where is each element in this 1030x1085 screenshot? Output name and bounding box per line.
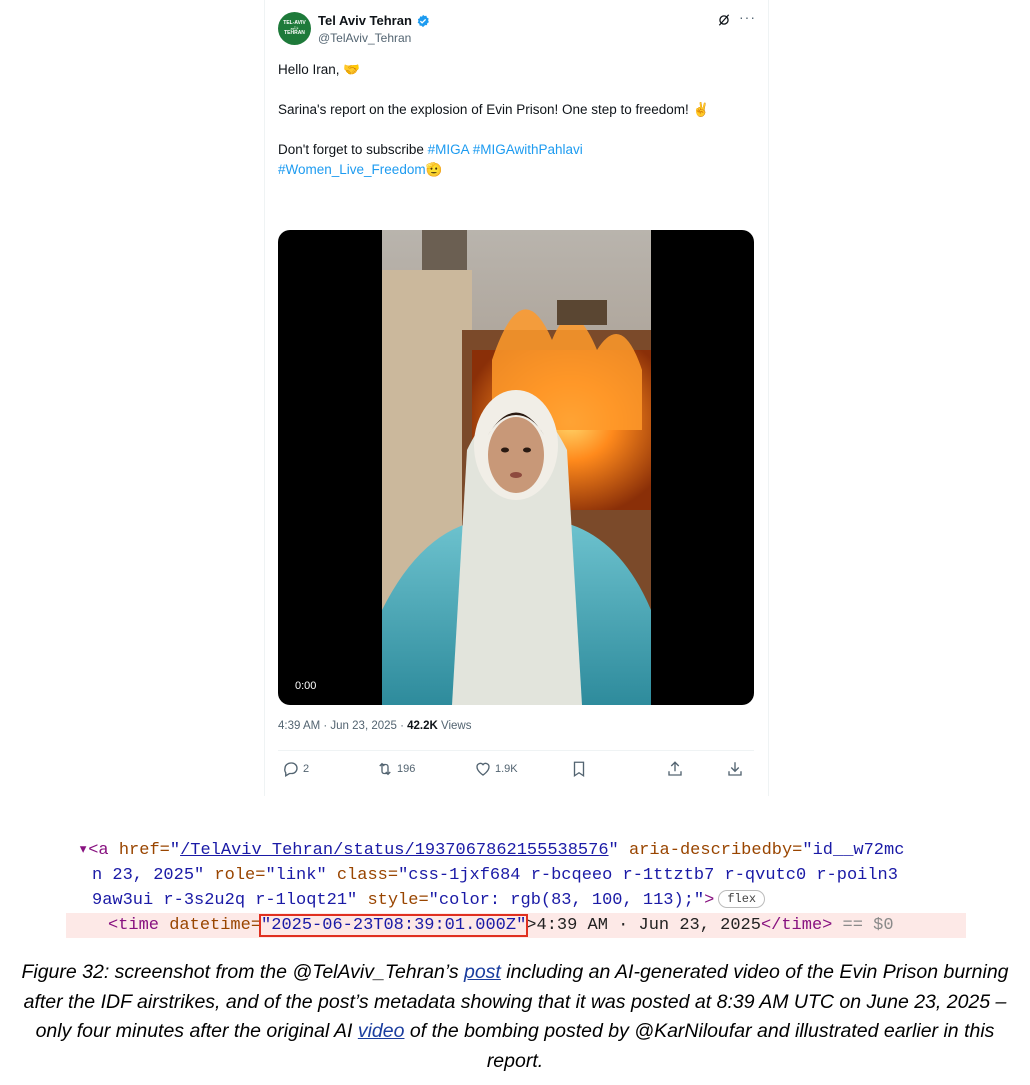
like-count: 1.9K: [495, 763, 518, 775]
href-quote-open: ": [169, 841, 181, 860]
share-button[interactable]: [666, 760, 684, 778]
tweet-text: [278, 60, 748, 180]
video-thumbnail: [382, 230, 651, 705]
console-ref: == $0: [832, 916, 894, 935]
hashtag-miga[interactable]: #MIGA: [427, 142, 469, 157]
caption-post-link[interactable]: post: [463, 961, 501, 983]
display-name[interactable]: Tel Aviv Tehran: [318, 13, 412, 28]
post-meta: [278, 720, 472, 732]
code-line-4[interactable]: [108, 913, 894, 938]
time-text: >4:39 AM · Jun 23, 2025: [526, 916, 761, 935]
avatar-text-1: TEL-AVIV: [283, 20, 306, 26]
time-tag-open: <time: [108, 916, 160, 935]
views-label: Views: [437, 720, 472, 732]
caption-part-3: of the bombing posted by @KarNiloufar and illustrated earlier in this report.: [404, 1020, 995, 1072]
repost-count: 196: [397, 763, 416, 775]
video-time: 0:00: [295, 680, 317, 692]
devtools-snippet: [66, 838, 966, 938]
post-time[interactable]: 4:39 AM · Jun 23, 2025 ·: [278, 720, 408, 732]
href-quote-close: ": [608, 841, 619, 860]
bookmark-icon: [570, 760, 588, 778]
tweet-line-greeting: Hello Iran, 🤝: [278, 62, 361, 77]
heart-icon: [474, 760, 492, 778]
reply-button[interactable]: [282, 760, 309, 778]
share-icon: [666, 760, 684, 778]
class-value-cont: 9aw3ui r-3s2u2q r-1loqt21": [92, 891, 358, 910]
caption-part-2: including an AI-generated video of the Evin Prison burning after the IDF airstrikes, and of the post’s metadata showing that it was posted at 8:39 AM UTC on June 23, 2025 – only four minutes after the original AI: [23, 961, 1009, 1042]
video-player[interactable]: [278, 230, 754, 705]
role-value: "link": [265, 866, 327, 885]
code-line-1[interactable]: [78, 838, 904, 863]
code-line-3: [92, 888, 765, 913]
avatar-text-2: تل‌آویو: [290, 26, 299, 30]
tweet-line-report: Sarina's report on the explosion of Evin Prison! One step to freedom! ✌️: [278, 102, 710, 117]
href-attr: href=: [108, 841, 170, 860]
verified-badge-icon: [416, 14, 430, 28]
anchor-tag-end: >: [704, 891, 715, 910]
tweet-line-hashtag: [278, 160, 748, 180]
hashtag-miga-with-pahlavi[interactable]: #MIGAwithPahlavi: [472, 142, 583, 157]
hashtag-women-life-freedom[interactable]: #Women_Live_Freedom: [278, 162, 426, 177]
like-button[interactable]: [474, 760, 518, 778]
salute-emoji: 🫡: [425, 162, 443, 177]
download-button[interactable]: [726, 760, 744, 778]
more-options-icon[interactable]: ···: [739, 9, 756, 25]
style-value: "color: rgb(83, 100, 113);": [428, 891, 705, 910]
style-attr: style=: [357, 891, 429, 910]
anchor-tag-open: ▾<a: [78, 841, 109, 860]
reply-icon: [282, 760, 300, 778]
views-count: 42.2K: [407, 720, 438, 732]
class-attr: class=: [326, 866, 399, 885]
download-icon: [726, 760, 744, 778]
divider: [278, 750, 754, 751]
class-value: "css-1jxf684 r-bcqeeo r-1ttztb7 r-qvutc0 r-poiln3: [398, 866, 898, 885]
caption-part-1: Figure 32: screenshot from the @TelAviv_Tehran’s: [21, 961, 464, 983]
handle[interactable]: @TelAviv_Tehran: [318, 31, 412, 45]
bookmark-button[interactable]: [570, 760, 588, 778]
subscribe-text: Don't forget to subscribe: [278, 142, 428, 157]
role-attr: role=: [204, 866, 266, 885]
avatar[interactable]: [278, 12, 311, 45]
reply-count: 2: [303, 763, 310, 775]
datetime-value: "2025-06-23T08:39:01.000Z": [261, 916, 527, 935]
figure-caption: [20, 958, 1010, 1076]
tweet-line-subscribe: [278, 140, 748, 160]
code-line-2: [92, 863, 898, 888]
author-row: [318, 13, 430, 28]
repost-icon: [376, 760, 394, 778]
time-tag-close: </time>: [760, 916, 833, 935]
tweet-card: [264, 0, 769, 796]
datetime-attr: datetime=: [159, 916, 262, 935]
avatar-text-3: TEHRAN: [284, 30, 305, 36]
caption-video-link[interactable]: video: [357, 1020, 405, 1042]
aria-value: "id__w72mc: [802, 841, 905, 860]
aria-value-cont: n 23, 2025": [92, 866, 205, 885]
aria-attr: aria-describedby=: [618, 841, 803, 860]
flex-badge[interactable]: flex: [718, 890, 765, 908]
href-link[interactable]: /TelAviv_Tehran/status/1937067862155538576: [180, 841, 609, 860]
action-bar: [278, 760, 754, 784]
repost-button[interactable]: [376, 760, 415, 778]
grok-icon[interactable]: [717, 13, 731, 27]
